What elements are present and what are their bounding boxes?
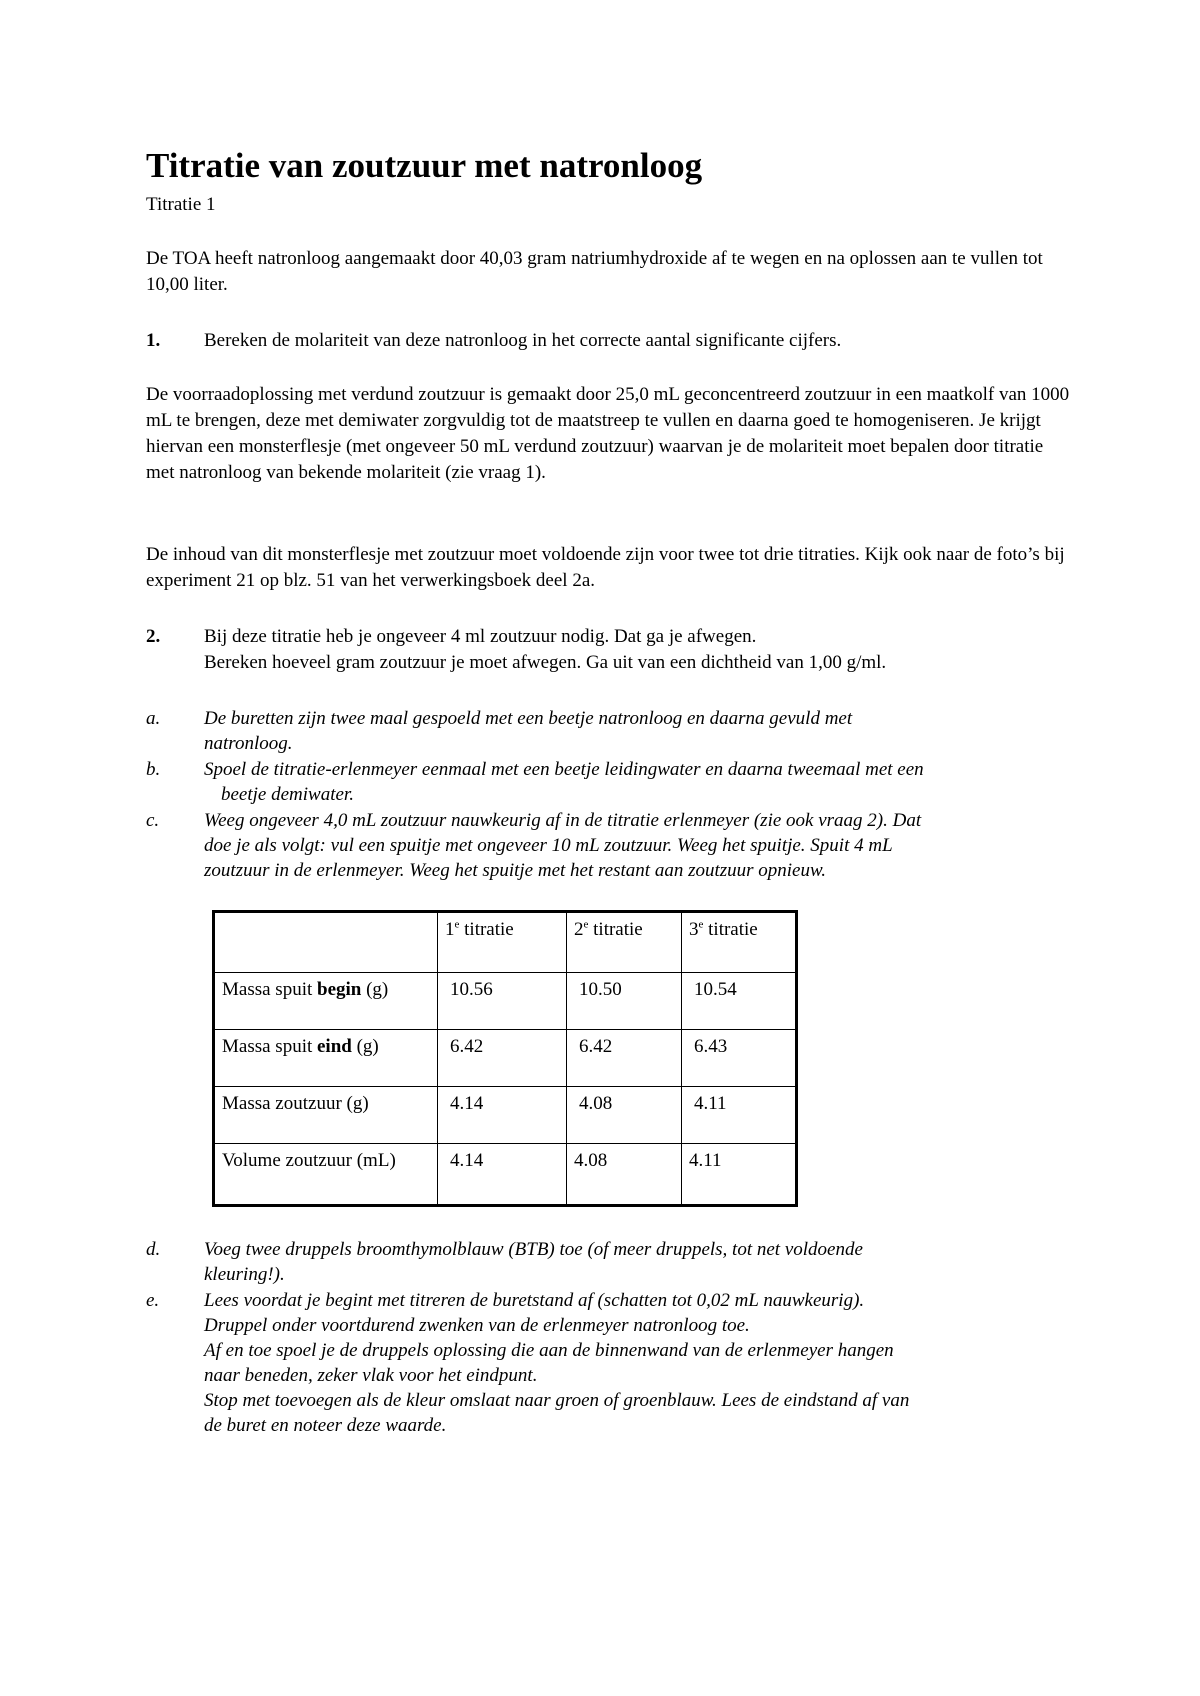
step-b-line-2: beetje demiwater. [221,784,354,805]
step-b-line-1: Spoel de titratie-erlenmeyer eenmaal met een beetje leidingwater en daarna tweemaal met een [204,759,924,780]
table-row [214,973,797,1030]
intro-paragraph: De TOA heeft natronloog aangemaakt door 40,03 gram natriumhydroxide af te wegen en na oplossen aan te vullen tot 10,00 liter. [146,248,1043,295]
table-row [214,1030,797,1087]
titration-table [212,910,798,1207]
table-cell: 4.11 [682,1144,797,1206]
step-e-letter: e. [146,1290,160,1311]
step-d-letter: d. [146,1239,161,1260]
document-title: Titratie van zoutzuur met natronloog [146,146,703,185]
table-header-cell: 1e titratie [438,912,567,973]
table-corner-cell [214,912,438,973]
table-row-label: Volume zoutzuur (mL) [214,1144,438,1206]
question-2-line-2: Bereken hoeveel gram zoutzuur je moet afwegen. Ga uit van een dichtheid van 1,00 g/ml. [204,652,887,673]
table-row-label: Massa zoutzuur (g) [214,1087,438,1144]
table-cell: 4.14 [438,1087,567,1144]
question-2-line-1: Bij deze titratie heb je ongeveer 4 ml zoutzuur nodig. Dat ga je afwegen. [204,626,757,647]
table-cell: 10.50 [567,973,682,1030]
table-header-cell: 2e titratie [567,912,682,973]
question-1-number: 1. [146,330,161,351]
table-cell: 10.56 [438,973,567,1030]
step-e-line-5: Stop met toevoegen als de kleur omslaat naar groen of groenblauw. Lees de eindstand af van [204,1390,910,1411]
question-2-number: 2. [146,626,161,647]
step-b-letter: b. [146,759,161,780]
document-subtitle: Titratie 1 [146,194,216,215]
step-c-line-1: Weeg ongeveer 4,0 mL zoutzuur nauwkeurig af in de titratie erlenmeyer (zie ook vraag 2). Dat [204,810,922,831]
table-row [214,1144,797,1206]
table-cell: 10.54 [682,973,797,1030]
table-cell: 4.08 [567,1144,682,1206]
table-cell: 4.14 [438,1144,567,1206]
table-header-cell: 3e titratie [682,912,797,973]
table-row-label: Massa spuit begin (g) [214,973,438,1030]
question-1-text: Bereken de molariteit van deze natronloog in het correcte aantal significante cijfers. [204,330,842,351]
step-c-line-2: doe je als volgt: vul een spuitje met ongeveer 10 mL zoutzuur. Weeg het spuitje. Spuit 4 mL [204,835,893,856]
step-a-letter: a. [146,708,161,729]
table-cell: 4.11 [682,1087,797,1144]
table-header-row [214,912,797,973]
table-row [214,1087,797,1144]
table-cell: 6.43 [682,1030,797,1087]
step-d-line-1: Voeg twee druppels broomthymolblauw (BTB) toe (of meer druppels, tot net voldoende [204,1239,863,1260]
step-e-line-3: Af en toe spoel je de druppels oplossing die aan de binnenwand van de erlenmeyer hangen [204,1340,894,1361]
step-e-line-6: de buret en noteer deze waarde. [204,1415,447,1436]
step-a-line-1: De buretten zijn twee maal gespoeld met een beetje natronloog en daarna gevuld met [204,708,853,729]
step-c-line-3: zoutzuur in de erlenmeyer. Weeg het spuitje met het restant aan zoutzuur opnieuw. [204,860,826,881]
step-d-line-2: kleuring!). [204,1264,285,1285]
sample-bottle-paragraph: De inhoud van dit monsterflesje met zoutzuur moet voldoende zijn voor twee tot drie titraties. Kijk ook naar de foto’s bij experiment 21 op blz. 51 van het verwerkingsboek deel 2a. [146,544,1065,591]
step-a-line-2: natronloog. [204,733,293,754]
step-c-letter: c. [146,810,160,831]
step-e-line-2: Druppel onder voortdurend zwenken van de erlenmeyer natronloog toe. [204,1315,750,1336]
step-e-line-1: Lees voordat je begint met titreren de buretstand af (schatten tot 0,02 mL nauwkeurig). [204,1290,865,1311]
table-cell: 6.42 [438,1030,567,1087]
stock-solution-paragraph: De voorraadoplossing met verdund zoutzuur is gemaakt door 25,0 mL geconcentreerd zoutzuur in een maatkolf van 1000 mL te brengen, deze met demiwater zorgvuldig tot de maatstreep te vullen en daarna goed te homogeniseren. Je krijgt hiervan een monsterflesje (met ongeveer 50 mL verdund zoutzuur) waarvan je de molariteit moet bepalen door titratie met natronloog van bekende molariteit (zie vraag 1). [146,384,1070,483]
table-cell: 4.08 [567,1087,682,1144]
table-row-label: Massa spuit eind (g) [214,1030,438,1087]
table-cell: 6.42 [567,1030,682,1087]
step-e-line-4: naar beneden, zeker vlak voor het eindpunt. [204,1365,538,1386]
